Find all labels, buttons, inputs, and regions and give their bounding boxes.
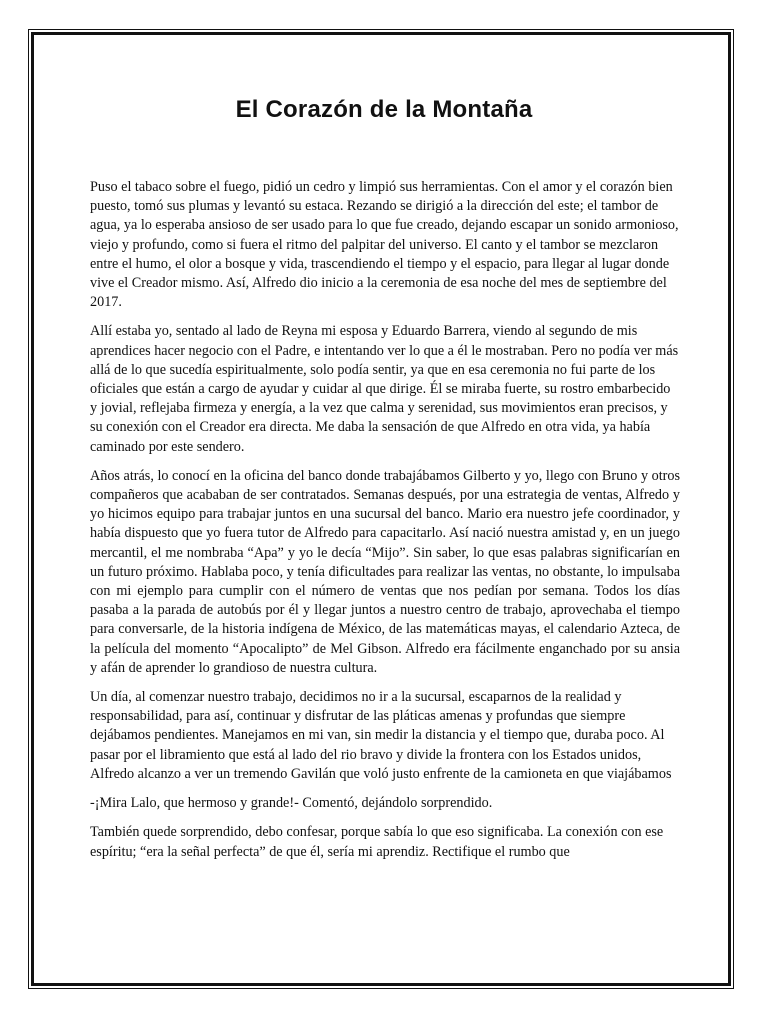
- paragraph-6: También quede sorprendido, debo confesar, porque sabía lo que eso significaba. La conexión con ese espíritu; “era la señal perfecta” de que él, sería mi aprendiz. Rectifique el rumbo que: [90, 824, 664, 860]
- document-body: [90, 178, 680, 872]
- paragraph-1: Puso el tabaco sobre el fuego, pidió un cedro y limpió sus herramientas. Con el amor y el corazón bien puesto, tomó sus plumas y levantó su estaca. Rezando se dirigió a la dirección del este; el tambor de agua, ya lo esperaba ansioso de ser usado para lo que fue creado, dejando escapar un sonido armonioso, viejo y profundo, como si fuera el ritmo del palpitar del universo. El canto y el tambor se mezclaron entre el humo, el olor a bosque y vida, trascendiendo el tiempo y el espacio, para llegar al lugar donde vive el Creador mismo. Así, Alfredo dio inicio a la ceremonia de esa noche del mes de septiembre del 2017.: [90, 179, 679, 311]
- paragraph-4: Un día, al comenzar nuestro trabajo, decidimos no ir a la sucursal, escaparnos de la realidad y responsabilidad, para así, continuar y disfrutar de las pláticas amenas y profundas que siempre dejábamos pendientes. Manejamos en mi van, sin medir la distancia y el tiempo que, duraba poco. Al pasar por el libramiento que está al lado del rio bravo y divide la frontera con los Estados unidos, Alfredo alcanzo a ver un tremendo Gavilán que voló justo enfrente de la camioneta en que viajábamos: [90, 689, 672, 782]
- document-title: El Corazón de la Montaña: [235, 96, 533, 123]
- paragraph-3: Años atrás, lo conocí en la oficina del banco donde trabajábamos Gilberto y yo, llego con Bruno y otros compañeros que acababan de ser contratados. Semanas después, por una estrategia de ventas, Alfredo y yo hicimos equipo para trabajar juntos en una sucursal del banco. Mario era nuestro jefe coordinador, y había dispuesto que yo fuera tutor de Alfredo para capacitarlo. Así nació nuestra amistad y, en un juego mercantil, el me nombraba “Apa” y yo le decía “Mijo”. Sin saber, lo que esas palabras significarían en un futuro próximo. Hablaba poco, y tenía dificultades para realizar las ventas, no obstante, lo impulsaba con mi ejemplo para cumplir con el número de ventas que nos pedían por semana. Todos los días pasaba a la parada de autobús por él y llegar juntos a nuestro centro de trabajo, aprovechaba el tiempo para conversarle, de la historia indígena de México, de las matemáticas mayas, el calendario Azteca, de la película del momento “Apocalipto” de Mel Gibson. Alfredo era fácilmente enganchado por su ansia y afán de aprender lo grandioso de nuestra cultura.: [90, 467, 680, 676]
- paragraph-5: -¡Mira Lalo, que hermoso y grande!- Comentó, dejándolo sorprendido.: [90, 795, 493, 812]
- paragraph-2: Allí estaba yo, sentado al lado de Reyna mi esposa y Eduardo Barrera, viendo al segundo de mis aprendices hacer negocio con el Padre, e intentando ver lo que a él le mostraban. Pero no podía ver más allá de lo que sucedía espiritualmente, solo podía sentir, ya que en esa ceremonia no fui parte de los oficiales que están a cargo de ayudar y cuidar al que dirige. Él se miraba fuerte, su rostro embarbecido y jovial, reflejaba firmeza y energía, a la vez que calma y serenidad, sus movimientos eran precisos, y su conexión con el Creador era directa. Me daba la sensación de que Alfredo en otra vida, ya había caminado por este sendero.: [90, 323, 679, 455]
